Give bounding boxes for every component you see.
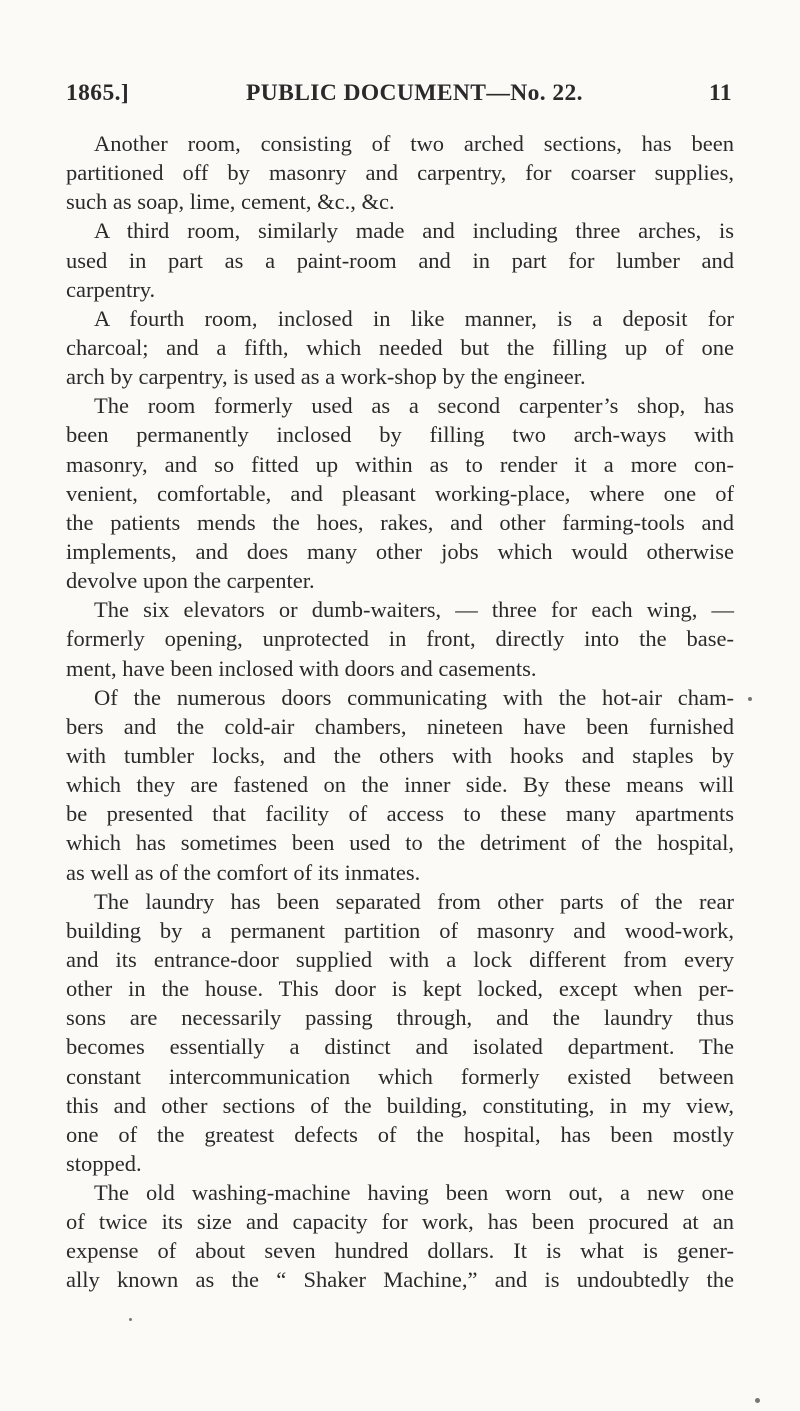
text-line: the patients mends the hoes, rakes, and other farming-tools and (66, 509, 734, 535)
text-line: A third room, similarly made and including three arches, is (94, 218, 734, 244)
text-line: implements, and does many other jobs which would otherwise (66, 538, 734, 564)
text-line: A fourth room, inclosed in like manner, is a deposit for (94, 305, 734, 331)
text-line: expense of about seven hundred dollars. It is what is gener- (66, 1238, 734, 1264)
text-line: this and other sections of the building, constituting, in my view, (66, 1092, 734, 1118)
text-line: constant intercommunication which formerly existed between (66, 1063, 734, 1089)
text-line: with tumbler locks, and the others with hooks and staples by (66, 742, 734, 768)
paragraph (66, 129, 734, 216)
text-line: as well as of the comfort of its inmates. (66, 859, 421, 885)
paragraph (66, 1178, 734, 1295)
text-line: charcoal; and a fifth, which needed but the filling up of one (66, 334, 734, 360)
paragraph (66, 216, 734, 303)
text-line: arch by carpentry, is used as a work-shop by the engineer. (66, 364, 586, 390)
text-line: The laundry has been separated from other parts of the rear (94, 888, 734, 914)
text-line: of twice its size and capacity for work, has been procured at an (66, 1209, 734, 1235)
paragraph (66, 595, 734, 682)
header-year: 1865.] (66, 80, 130, 106)
paragraph (66, 887, 734, 1178)
text-line: masonry, and so fitted up within as to render it a more con- (66, 451, 734, 477)
text-line: which has sometimes been used to the detriment of the hospital, (66, 830, 734, 856)
text-line: which they are fastened on the inner side. By these means will (66, 772, 734, 798)
text-line: partitioned off by masonry and carpentry, for coarser supplies, (66, 160, 734, 186)
text-line: used in part as a paint-room and in part for lumber and (66, 247, 734, 273)
scan-speck (129, 1318, 132, 1321)
page-number: 11 (708, 80, 732, 106)
text-line: devolve upon the carpenter. (66, 568, 315, 594)
text-line: stopped. (66, 1150, 142, 1176)
text-line: sons are necessarily passing through, and the laundry thus (66, 1005, 734, 1031)
paragraph (66, 304, 734, 391)
running-header (66, 80, 732, 120)
text-line: ally known as the “ Shaker Machine,” and is undoubtedly the (66, 1267, 734, 1293)
scan-speck (755, 1398, 760, 1403)
text-line: The room formerly used as a second carpenter’s shop, has (94, 393, 734, 419)
text-line: one of the greatest defects of the hospital, has been mostly (66, 1121, 734, 1147)
text-line: be presented that facility of access to these many apartments (66, 801, 734, 827)
text-line: Of the numerous doors communicating with the hot-air cham- (94, 684, 734, 710)
text-line: The six elevators or dumb-waiters, — three for each wing, — (94, 597, 734, 623)
text-line: been permanently inclosed by filling two arch-ways with (66, 422, 734, 448)
text-line: The old washing-machine having been worn out, a new one (94, 1180, 734, 1206)
paragraph (66, 391, 734, 595)
text-line: other in the house. This door is kept locked, except when per- (66, 976, 734, 1002)
scan-speck (748, 697, 752, 701)
text-line: formerly opening, unprotected in front, directly into the base- (66, 626, 734, 652)
text-line: venient, comfortable, and pleasant working-place, where one of (66, 480, 734, 506)
text-line: carpentry. (66, 276, 156, 302)
text-line: building by a permanent partition of masonry and wood-work, (66, 917, 734, 943)
text-line: bers and the cold-air chambers, nineteen have been furnished (66, 713, 734, 739)
text-line: Another room, consisting of two arched sections, has been (94, 131, 734, 156)
paragraph (66, 683, 734, 887)
text-line: such as soap, lime, cement, &c., &c. (66, 189, 395, 215)
body-text (66, 129, 734, 1295)
text-line: ment, have been inclosed with doors and casements. (66, 655, 537, 681)
header-title: PUBLIC DOCUMENT—No. 22. (246, 80, 583, 106)
text-line: becomes essentially a distinct and isolated department. The (66, 1034, 734, 1060)
text-line: and its entrance-door supplied with a lock different from every (66, 946, 734, 972)
